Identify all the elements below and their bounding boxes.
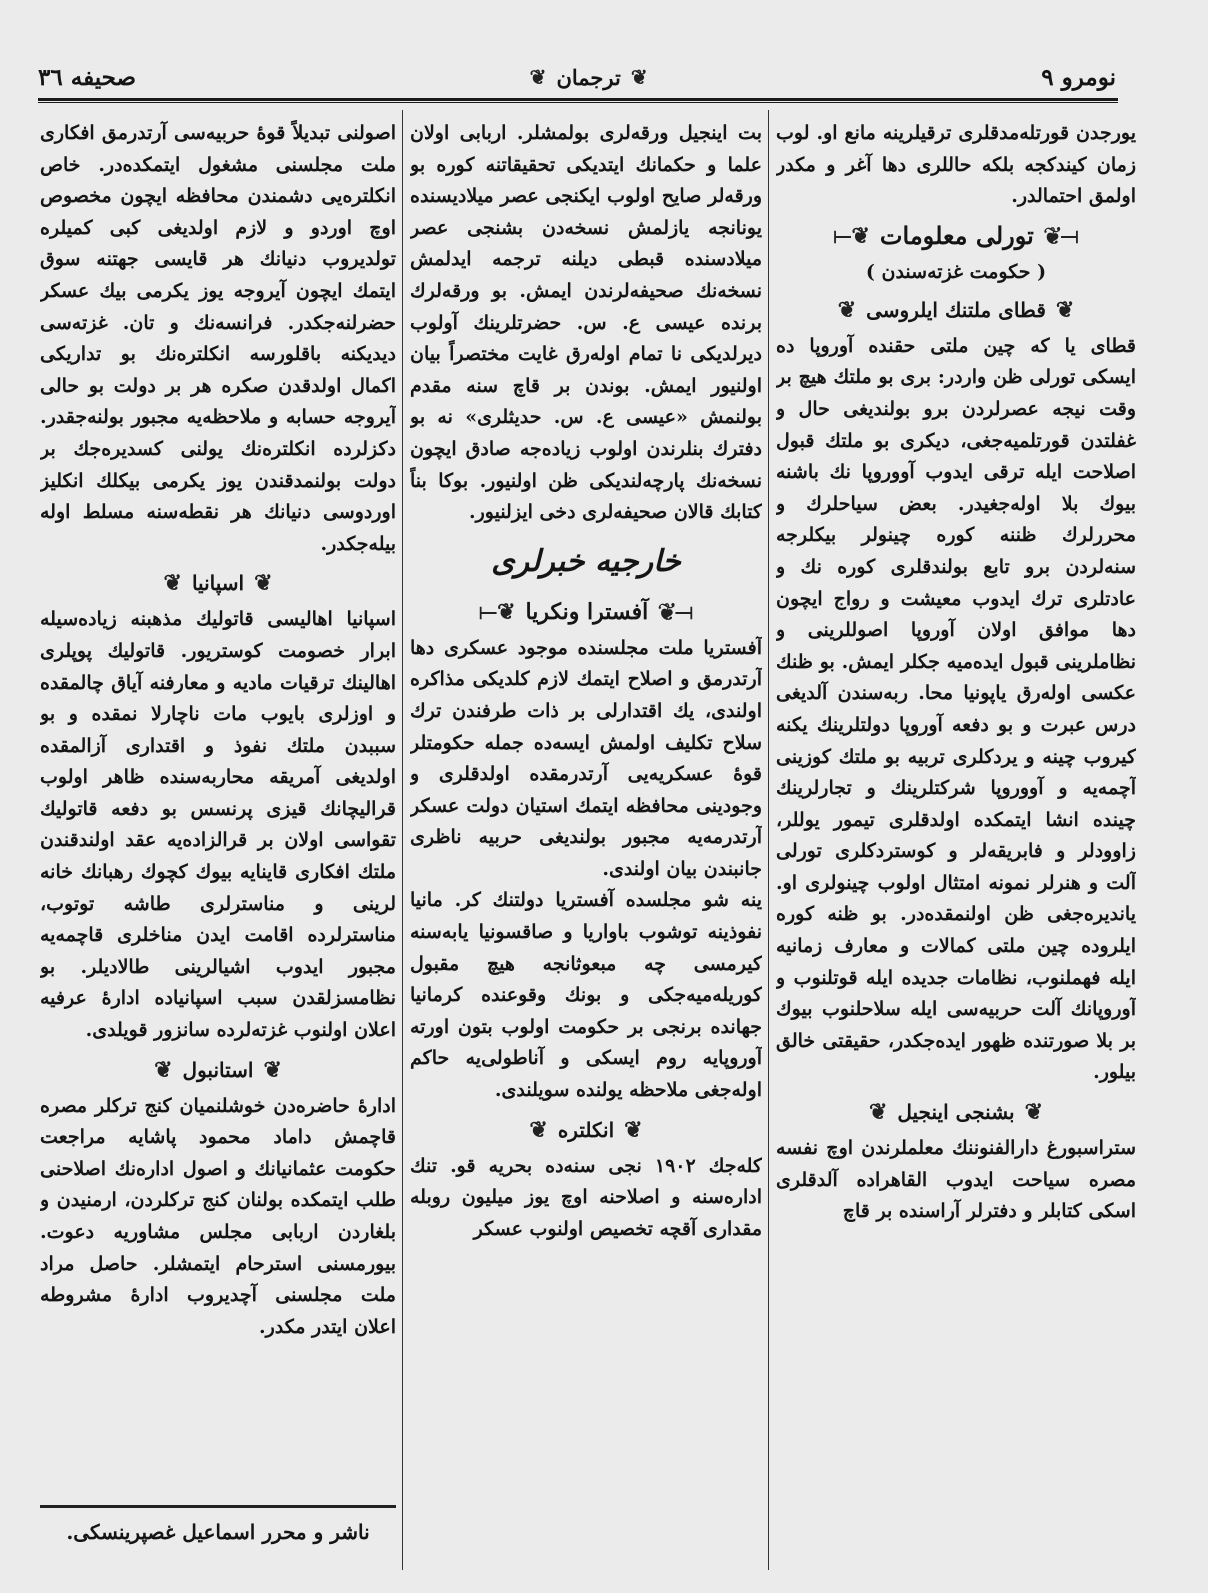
middle-column <box>410 118 762 1548</box>
issue-number: نومرو ۹ <box>1041 63 1116 91</box>
subsection-title: بشنجى اينجيل <box>897 1100 1015 1125</box>
ornament-icon: ❦ <box>1055 296 1075 323</box>
article-text: قطاى يا كه چين ملتى حقنده آوروپا ده ايسكى تورلى ظن واردر: برى بو ملتك هيچ بر وقت نيجه عصرلردن برو بولنديغى حال و غفلتدن قورتلميەجغى، ديكرى بو ملتك قبول اصلاحت ايله ترقى ايدوب آووروپا نك باشنه بيوك بلا اوله‌جغيدر. بعض سياحلرك و محررلرك ظننه كوره چينولر بيكلرجه سنه‌لردن برو تابع بولندقلرى كوره نك و عادتلرى ترك ايدوب معيشت و رواج ايچون دها موافق اولان آوروپا اصوللرينى و نظاملرينى قبول ايدەميه جكلر ايمش. بو ظنك عكسى اوله‌رق ياپونيا محا. ربه‌سندن آلديغى درس عبرت و بو دفعه آوروپا دولتلرينك يكنه كيروب چينه و يردكلرى تربيه بو ملتك كوزينى آچمه‌يه و آووروپا شركتلرينك و تجارلرينك چينده انشا ايتمكده اولدقلرى تيمور يوللر، زاوودلر و فابريقه‌لر و كوستردكلرى تورلى آلت و هنرلر نمونه‌ امتثال اولوب چينولرى او. ياندیره‌جغى ظن اولنمقده‌در. بو ظنه كوره ايلروده چين ملتى كمالات و معارف زمانيه ايله فهملنوب، نظامات جديده ايله قوتلنوب و آوروپانك آلت حربيه‌سى ايله سلاحلنوب بيوك بر بلا صورتنده ظهور ايده‌جكدر، حقيقتى خالق بيلور. <box>776 334 1136 1084</box>
article-text: اصولنى تبديلاً قوهٔ حربيه‌سى آرتدرمق افكارى ملت مجلسنى مشغول ايتمكده‌در. خاص انكلتره‌يى دشمندن محافظه ايچون مخصوص اوچ اوردو و لازم اولديغى كبى كميلره تولديروب دنيانك هر قايسى جهتنه سوق ايتمك ايچون آيروجه يوز يكرمى بيك عسكر حضرلنه‌جكدر. فرانسه‌نك و تان. غزته‌سى ديديكنه باقلورسه انكلتره‌نك بو تداريكى اكمال اولدقدن صكره هر بر دولت بو حالى آيروجه حسابه و ملاحظه‌يه مجبور بولنه‌جقدر. دكزلرده انكلتره‌نك يولنى كسديره‌جك بر دولت بولنمدقندن يوز يكرمى بيكلك انكليز اوردوسى دنيانك هر نقطه‌سنه مسلط اوله بيله‌جكدر. <box>40 122 396 555</box>
ornament-icon: ❦ <box>263 1056 282 1083</box>
ornament-icon: ⟝❦ <box>658 598 694 625</box>
section-title: آفسترا ونكريا <box>525 598 649 625</box>
left-column <box>40 118 396 1498</box>
section-heading <box>410 595 762 629</box>
section-subtitle: ( حكومت غزته‌سندن ) <box>865 260 1047 283</box>
ornament-icon: ❦ <box>529 1116 548 1143</box>
ornament-icon: ❦ <box>1024 1099 1044 1126</box>
subsection-heading <box>776 1095 1136 1129</box>
ornament-icon: ❦ <box>254 570 273 597</box>
newspaper-title: ترجمان <box>556 64 621 90</box>
subsection-heading <box>776 293 1136 327</box>
publisher-footer: ناشر و محرر اسماعيل غصپرينسكى. <box>40 1505 396 1544</box>
foreign-news-heading: خارجيه خبرلرى <box>491 543 681 579</box>
article-text: ستراسبورغ دارالفنوننك معلملرندن اوچ نفسه مصره سياحت ايدوب القاهراده آلدقلرى اسكى كتابلر و دفترلر آراسنده بر قاچ <box>776 1137 1136 1223</box>
header-rule-thin <box>38 102 1118 103</box>
ornament-icon: ❦⟞ <box>833 222 870 249</box>
section-title: استانبول <box>182 1057 254 1082</box>
header-rule <box>38 98 1118 101</box>
section-title: تورلى معلومات <box>879 221 1034 251</box>
article-text: ادارهٔ حاضره‌دن خوشلنميان كنج تركلر مصره قاچمش داماد محمود پاشايه مراجعت حكومت عثمانيانك و اصول ادارەنك اصلاحنى طلب ايتمكده بولنان كنج تركلردن، ارمنيدن و بلغاردن اربابى مجلس مشاوريه دعوت. بيورمسنى استرحام ايتمشلر. حاصل مراد ملت مجلسنى آچديروب ادارهٔ مشروطه اعلان ايتدر مكدر. <box>40 1094 396 1338</box>
ornament-icon: ❦ <box>868 1099 888 1126</box>
ornament-icon: ❦⟞ <box>478 598 516 625</box>
article-text: اسپانيا اهاليسى قاتوليك مذهبنه زياده‌سيله ابرار خصومت كوستريور. قاتوليك پوپلرى اهالينك ترقيات ماديه و معارفنه آياق چالمقده و اوزلرى بايوب مات ناچارلا نمقده و بو سببدن ملتك نفوذ و اقتدارى آزالمقده اولديغى آمريقه محاربه‌سنده ظاهر اولوب قراليچانك قيزى پرنسس بو دفعه قاتوليك تقواسى اولان بر قرالزاده‌يه عقد اولندقندن ملتك افكارى قاينايه بيوك كچوك رهبانك خانه لرينى و مناسترلرى طاشه توتوب، مناسترلرده اقامت ايدن مناخلرى قاچمه‌يه مجبور ايدوب اشيالرينى طالادیلر. بو نظامسزلقدن سبب اسپانياده ادارهٔ عرفيه اعلان اولنوب غزته‌لرده سانزور قويلدى. <box>40 608 396 1042</box>
ornament-icon: ⟝❦ <box>1043 222 1079 249</box>
column-divider <box>768 110 769 1570</box>
subsection-title: قطاى ملتنك ايلروسى <box>866 297 1046 322</box>
article-text: يورجدن قورتلەمدقلرى ترقيلرينه مانع او. لوب زمان كيندكجه بلكه حاللرى دها آغر و مكدر اولمق احتمالدر. <box>776 122 1136 208</box>
ornament-icon: ❦ <box>630 65 648 89</box>
section-heading <box>410 1113 762 1147</box>
masthead <box>530 65 648 90</box>
right-column <box>776 118 1136 1548</box>
ornament-icon: ❦ <box>624 1116 643 1143</box>
article-text: بت اينجيل ورقه‌لرى بولمشلر. اربابى اولان علما و حكمانك ايتديكى تحقيقاتنه كوره بو ورقه‌لر صايح اولوب ايكنجى عصر ميلاديسنده يونانجه يازلمش نسخه‌دن بشنجى عصر ميلادسنده قبطى ديلنه ترجمه ايدلمش نسخه‌نك صحيفه‌لرندن ايمش. بو ورقه‌لرك برنده عيسى ع. س. حضرتلرينك آولوب ديرلديكى نا تمام اوله‌رق غايت مختصراً بيان اولنيور ايمش. بوندن بر قاچ سنه مقدم بولنمش «عيسى ع. س. حديثلرى» نه بو دفترك بنلرندن اولوب زياده‌جه صادق ايچون نسخه‌نك پارچه‌لنديكى ظن اولنيور. بوكا بناً كتابك قالان صحيفه‌لرى دخى ايزلنيور. <box>410 122 762 524</box>
section-title: انكلتره <box>557 1117 615 1142</box>
column-divider <box>402 110 403 1570</box>
ornament-icon: ❦ <box>837 296 857 323</box>
section-title: اسپانيا <box>191 571 245 596</box>
ornament-icon: ❦ <box>163 570 182 597</box>
section-heading <box>40 566 396 600</box>
article-text: كله‌جك ۱۹۰۲ نجى سنه‌ده بحريه قو. تنك ادارەسنه و اصلاحنه اوچ يوز ميليون روبله مقدارى آقچه تخصيص اولنوب عسكر <box>410 1154 762 1240</box>
article-text: آفستريا ملت مجلسنده موجود عسكرى دها آرتدرمق و اصلاح ايتمك لازم كلديكى مذاكره اولندى، يك اقتدارلى بر ذات طرفندن ترك سلاح تكليف اولمش ايسه‌ده جمله حكومتلر قوهٔ عسكريه‌يى آرتدرمقده اولدقلرى و وجودينى محافظه ايتمك استيان دولت عسكر آرتدرمه‌يه مجبور بولنديغى حربيه ناظرى جانبندن بيان اولندى. <box>410 636 762 880</box>
page-number: صحيفه ۳٦ <box>38 63 137 91</box>
page-header <box>38 58 1116 96</box>
section-heading <box>40 1053 396 1087</box>
section-heading <box>776 219 1136 253</box>
ornament-icon: ❦ <box>154 1056 173 1083</box>
article-text: ينه شو مجلسده آفستريا دولتنك كر. مانيا نفوذينه توشوب باواريا و صاقسونيا يابه‌سنه كيرمسى چه مبعوثانجه هيچ مقبول كوريله‌میه‌جكى و بونك وقوعنده كرمانيا جهانده برنجى بر حكومت اولوب بتون اورته آوروپايه روم ايسكى و آناطولى‌يه حاكم اوله‌جغى ملاحظه يولنده سويلندى. <box>410 889 762 1102</box>
ornament-icon: ❦ <box>529 65 547 89</box>
